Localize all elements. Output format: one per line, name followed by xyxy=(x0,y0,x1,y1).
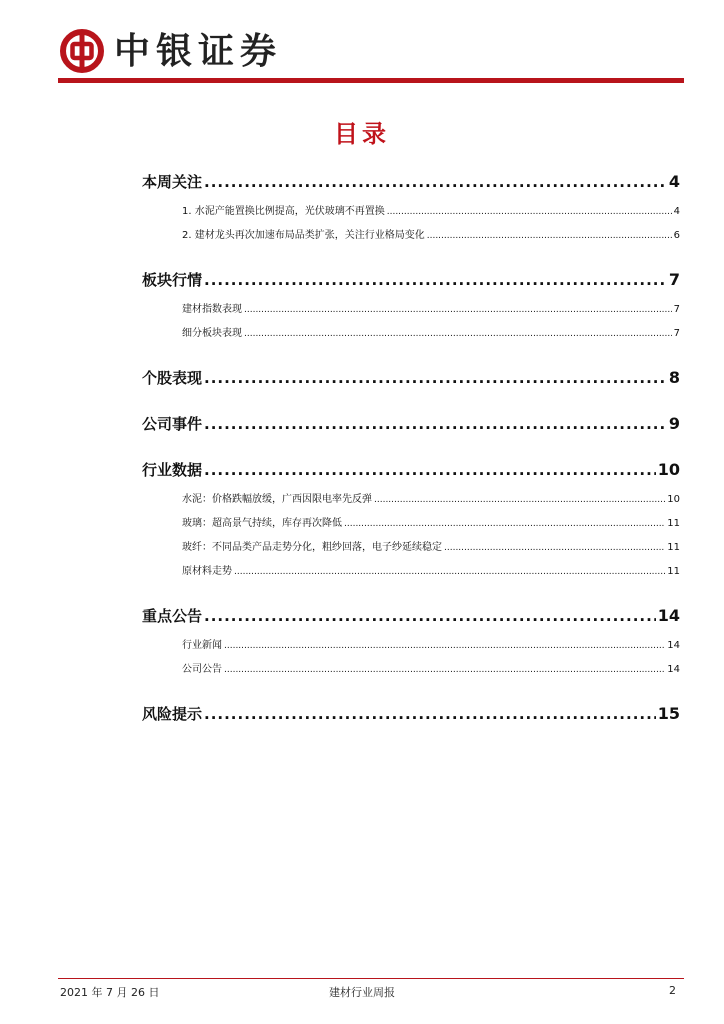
table-of-contents xyxy=(142,164,680,742)
boc-logo-icon xyxy=(60,29,104,73)
toc-entry-label: 本周关注 xyxy=(142,173,203,191)
brand-name: 中银证券 xyxy=(114,30,283,72)
toc-sub-entry-page: 4 xyxy=(673,206,680,217)
toc-sub-list xyxy=(142,634,680,682)
toc-section xyxy=(142,164,680,248)
toc-sub-entry[interactable] xyxy=(142,658,680,682)
footer-report-name: 建材行业周报 xyxy=(329,986,395,999)
toc-sub-entry-page: 10 xyxy=(667,494,680,505)
toc-entry[interactable] xyxy=(142,406,680,442)
toc-sub-entry[interactable] xyxy=(142,488,680,512)
toc-entry-label: 重点公告 xyxy=(142,607,203,625)
toc-entry[interactable] xyxy=(142,598,680,634)
toc-sub-entry[interactable] xyxy=(142,536,680,560)
toc-sub-entry-label: 玻璃：超高景气持续，库存再次降低 xyxy=(182,518,342,529)
toc-entry-label: 板块行情 xyxy=(142,271,203,289)
toc-sub-entry-label: 建材指数表现 xyxy=(182,304,242,315)
footer-page-number: 2 xyxy=(669,984,676,997)
toc-sub-list xyxy=(142,488,680,584)
toc-leader-dots xyxy=(224,634,665,658)
toc-leader-dots xyxy=(444,536,665,560)
toc-entry-label: 风险提示 xyxy=(142,705,203,723)
toc-sub-list xyxy=(142,200,680,248)
toc-sub-entry-page: 11 xyxy=(667,518,680,529)
toc-leader-dots xyxy=(244,322,672,346)
page-title: 目录 xyxy=(334,120,390,148)
toc-sub-entry-page: 14 xyxy=(667,664,680,675)
header xyxy=(60,26,282,76)
footer-date: 2021 年 7 月 26 日 xyxy=(60,986,160,999)
toc-leader-dots xyxy=(234,560,665,584)
toc-entry[interactable] xyxy=(142,360,680,396)
toc-leader-dots xyxy=(204,406,667,442)
toc-entry-label: 行业数据 xyxy=(142,461,203,479)
footer-rule xyxy=(58,978,684,979)
toc-sub-entry-page: 14 xyxy=(667,640,680,651)
toc-sub-entry-page: 6 xyxy=(673,230,680,241)
toc-entry[interactable] xyxy=(142,262,680,298)
toc-leader-dots xyxy=(344,512,665,536)
toc-entry-page: 15 xyxy=(657,704,680,723)
toc-entry-page: 14 xyxy=(657,606,680,625)
toc-sub-entry-label: 1. 水泥产能置换比例提高，光伏玻璃不再置换 xyxy=(182,206,385,217)
toc-entry[interactable] xyxy=(142,696,680,732)
toc-leader-dots xyxy=(204,598,656,634)
toc-section xyxy=(142,406,680,442)
toc-sub-entry-page: 7 xyxy=(673,304,680,315)
toc-leader-dots xyxy=(224,658,665,682)
toc-leader-dots xyxy=(204,164,667,200)
toc-leader-dots xyxy=(427,224,672,248)
toc-section xyxy=(142,360,680,396)
toc-sub-entry-label: 公司公告 xyxy=(182,664,222,675)
toc-sub-entry[interactable] xyxy=(142,200,680,224)
toc-sub-entry[interactable] xyxy=(142,224,680,248)
toc-leader-dots xyxy=(204,452,656,488)
toc-sub-entry-label: 水泥：价格跌幅放缓，广西因限电率先反弹 xyxy=(182,494,372,505)
toc-leader-dots xyxy=(374,488,665,512)
toc-sub-entry[interactable] xyxy=(142,560,680,584)
toc-leader-dots xyxy=(387,200,672,224)
toc-sub-entry[interactable] xyxy=(142,322,680,346)
toc-entry[interactable] xyxy=(142,164,680,200)
header-rule xyxy=(58,78,684,83)
toc-leader-dots xyxy=(204,262,667,298)
toc-sub-entry-page: 11 xyxy=(667,542,680,553)
toc-sub-entry-label: 2. 建材龙头再次加速布局品类扩张，关注行业格局变化 xyxy=(182,230,425,241)
toc-sub-entry-label: 行业新闻 xyxy=(182,640,222,651)
toc-section xyxy=(142,696,680,732)
toc-leader-dots xyxy=(244,298,672,322)
toc-sub-entry[interactable] xyxy=(142,634,680,658)
toc-sub-entry[interactable] xyxy=(142,512,680,536)
toc-leader-dots xyxy=(204,360,667,396)
toc-entry-label: 公司事件 xyxy=(142,415,203,433)
toc-entry-page: 4 xyxy=(668,172,680,191)
toc-entry-page: 7 xyxy=(668,270,680,289)
toc-sub-entry-label: 玻纤：不同品类产品走势分化，粗纱回落，电子纱延续稳定 xyxy=(182,542,442,553)
toc-section xyxy=(142,598,680,682)
toc-leader-dots xyxy=(204,696,656,732)
toc-sub-entry-label: 细分板块表现 xyxy=(182,328,242,339)
toc-entry-page: 8 xyxy=(668,368,680,387)
toc-entry-page: 9 xyxy=(668,414,680,433)
toc-entry[interactable] xyxy=(142,452,680,488)
toc-sub-entry-page: 7 xyxy=(673,328,680,339)
toc-section xyxy=(142,452,680,584)
toc-sub-entry-label: 原材料走势 xyxy=(182,566,232,577)
toc-entry-page: 10 xyxy=(657,460,680,479)
toc-sub-entry-page: 11 xyxy=(667,566,680,577)
toc-sub-entry[interactable] xyxy=(142,298,680,322)
toc-section xyxy=(142,262,680,346)
toc-entry-label: 个股表现 xyxy=(142,369,203,387)
toc-sub-list xyxy=(142,298,680,346)
